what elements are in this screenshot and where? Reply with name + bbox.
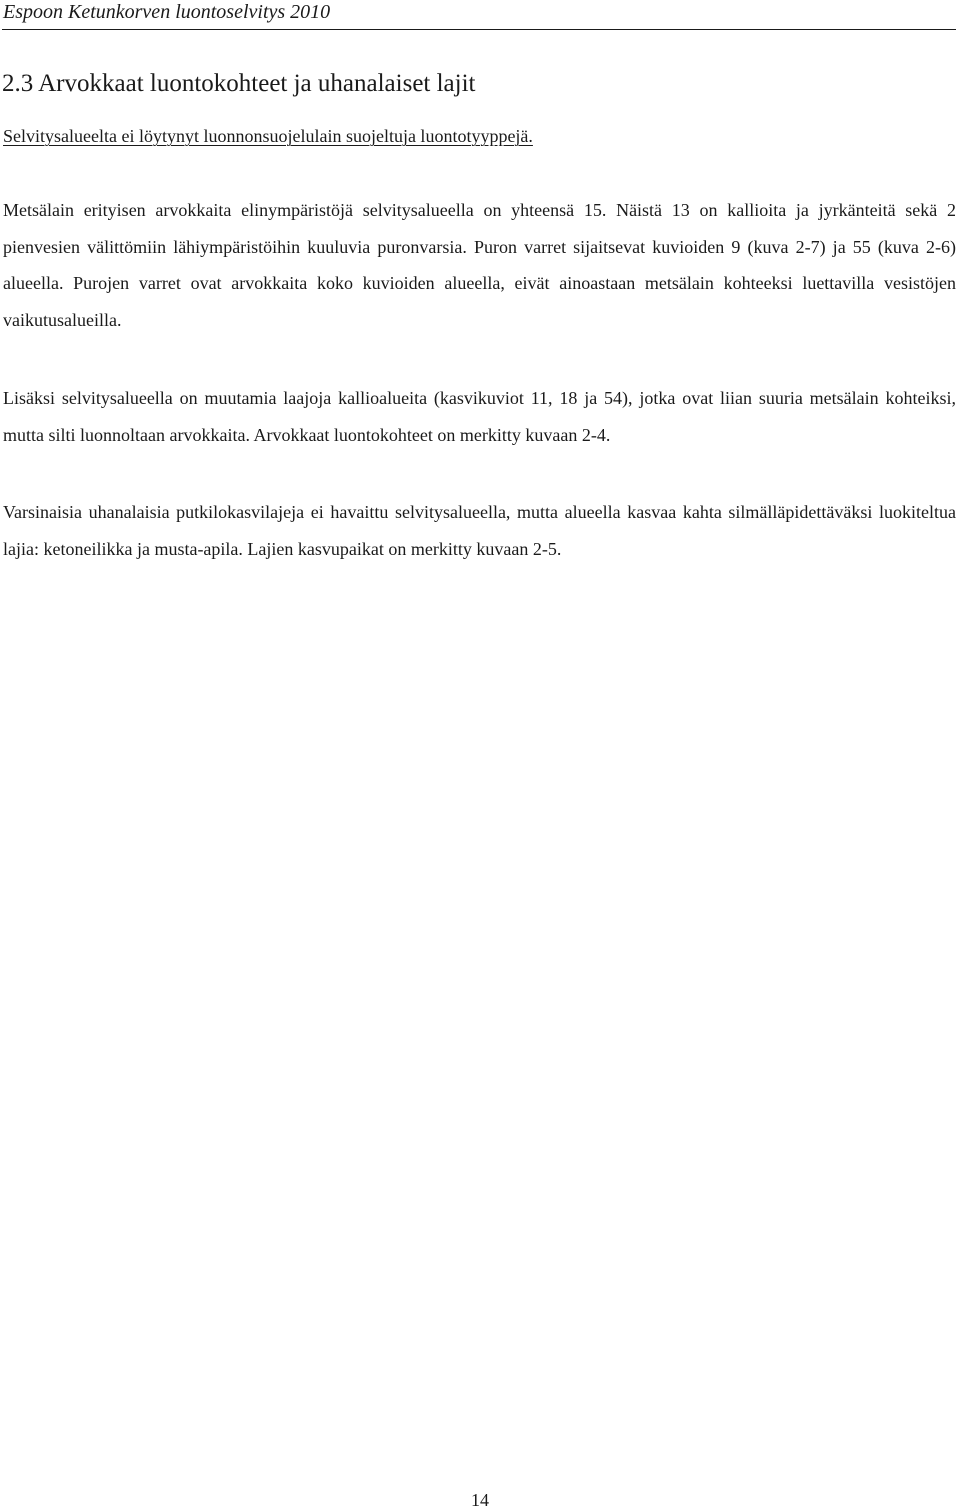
section-title: 2.3 Arvokkaat luontokohteet ja uhanalaiset lajit <box>2 70 476 97</box>
page-number: 14 <box>471 1490 489 1510</box>
paragraph-rock-areas: Lisäksi selvitysalueella on muutamia laajoja kallioalueita (kasvikuviot 11, 18 ja 54), jotka ovat liian suuria metsälain kohteiksi, mutta silti luonnoltaan arvokkaita. Arvokkaat luontokohteet on merkitty kuvaan 2-4. <box>3 388 956 445</box>
paragraph-threatened-species: Varsinaisia uhanalaisia putkilokasvilajeja ei havaittu selvitysalueella, mutta alueella kasvaa kahta silmälläpidettäväksi luokiteltua lajia: ketoneilikka ja musta-apila. Lajien kasvupaikat on merkitty kuvaan 2-5. <box>3 502 956 559</box>
paragraph-habitat-types: Selvitysalueelta ei löytynyt luonnonsuojelulain suojeltuja luontotyyppejä. <box>3 126 533 146</box>
running-header: Espoon Ketunkorven luontoselvitys 2010 <box>3 1 331 23</box>
paragraph-forest-act-habitats: Metsälain erityisen arvokkaita elinympäristöjä selvitysalueella on yhteensä 15. Näistä 13 on kallioita ja jyrkänteitä sekä 2 pienvesien välittömiin lähiympäristöihin kuuluvia puronvarsia. Puron varret sijaitsevat kuvioiden 9 (kuva 2-7) ja 55 (kuva 2-6) alueella. Purojen varret ovat arvokkaita koko kuvioiden alueella, eivät ainoastaan metsälain kohteeksi luettavilla vesistöjen vaikutusalueilla. <box>3 200 956 330</box>
header-divider <box>2 29 956 30</box>
